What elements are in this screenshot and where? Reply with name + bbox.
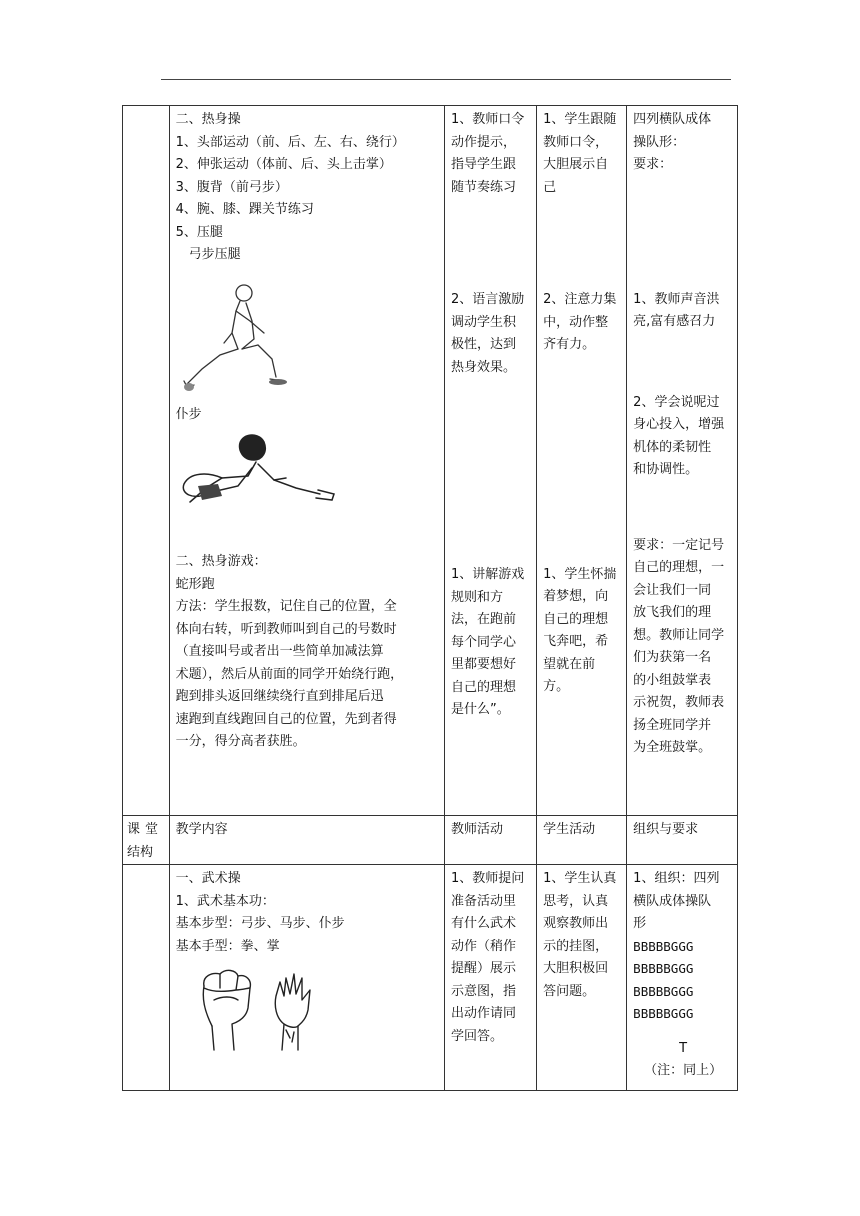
student-line: 大胆积极回 (543, 961, 609, 976)
student-line: 方。 (543, 679, 570, 694)
org-line: 示祝贺，教师表 (633, 695, 725, 710)
formation-row: BBBBBGGG (633, 938, 694, 954)
teacher-line: 自己的理想 (450, 679, 516, 695)
student-line: 中，动作整 (543, 314, 609, 330)
org-line: 形 (633, 916, 647, 931)
teacher-line: 提醒）展示 (450, 961, 516, 976)
game-line: 方法：学生报数，记住自己的位置，全 (175, 599, 397, 614)
game-line: 速跑到直线跑回自己的位置，先到者得 (175, 711, 397, 727)
game-line: 蛇形跑 (175, 576, 215, 592)
teacher-line: 规则和方 (450, 589, 503, 605)
header-structure (123, 816, 170, 865)
crouch-stance-illustration (178, 428, 343, 508)
org-line: 放飞我们的理 (633, 605, 712, 620)
teacher-line: 动作提示， (450, 134, 516, 150)
student-line: 着梦想，向 (543, 589, 609, 604)
org-line: 身心投入，增强 (633, 417, 725, 432)
student-activity-cell (537, 106, 627, 816)
wushu-line: 1、武术基本功： (175, 893, 275, 909)
table-row (123, 106, 738, 816)
teacher-line: 1、教师口令 (450, 112, 525, 127)
org-line: 操队形： (633, 134, 686, 150)
org-line: 和协调性。 (633, 462, 699, 477)
teacher-line: 极性，达到 (450, 337, 516, 352)
student-line: 思考，认真 (543, 893, 609, 909)
header-rule (161, 79, 731, 80)
student-line: 答问题。 (543, 983, 596, 999)
table-header-row (123, 816, 738, 865)
wushu-line: 一、武术操 (175, 871, 241, 886)
lesson-plan-table (122, 105, 738, 1091)
student-line: 飞奔吧，希 (543, 634, 609, 649)
org-line: 想。教师让同学 (633, 627, 725, 643)
org-line: 为全班鼓掌。 (633, 740, 712, 755)
teacher-line: 出动作请同 (450, 1006, 516, 1021)
game-line: 一分，得分高者获胜。 (175, 734, 306, 749)
content-line: 5、压腿 (175, 224, 223, 240)
student-line: 自己的理想 (543, 611, 609, 627)
formation-row: BBBBBGGG (633, 1006, 694, 1021)
header-label: 结构 (127, 844, 154, 860)
teacher-line: 准备活动里 (450, 893, 516, 909)
student-line: 教师口令， (543, 134, 609, 150)
student-line: 1、学生认真 (543, 871, 617, 886)
teacher-line: 1、讲解游戏 (450, 567, 525, 582)
student-line: 示的挂图， (543, 938, 609, 954)
teacher-line: 法，在跑前 (450, 612, 516, 627)
teacher-line: 示意图，指 (450, 983, 516, 999)
content-line: 二、热身操 (175, 112, 241, 127)
student-line: 2、注意力集 (543, 292, 617, 307)
org-line: 横队成体操队 (633, 893, 712, 909)
student-activity-cell (537, 865, 627, 1091)
teacher-activity-cell (444, 106, 536, 816)
game-line: 跑到排头返回继续绕行直到排尾后迅 (175, 689, 384, 704)
teacher-line: 有什么武术 (450, 916, 516, 931)
formation-row: BBBBBGGG (633, 961, 694, 976)
structure-cell (123, 106, 170, 816)
teacher-line: 每个同学心 (450, 634, 516, 650)
org-line: 1、教师声音洪 (633, 291, 720, 307)
student-line: 望就在前 (543, 656, 596, 672)
fist-palm-illustration (198, 966, 328, 1052)
org-line: 们为获第一名 (633, 650, 712, 665)
content-line: 1、头部运动（前、后、左、右、绕行） (175, 134, 405, 150)
game-line: 体向右转，听到教师叫到自己的号数时 (175, 621, 397, 637)
student-line: 观察教师出 (543, 916, 609, 931)
student-line: 齐有力。 (543, 337, 596, 352)
header-teacher: 教师活动 (444, 816, 536, 865)
game-line: 术题），然后从前面的同学开始绕行跑， (175, 666, 404, 682)
teacher-line: 热身效果。 (450, 359, 516, 375)
organization-cell (627, 865, 738, 1091)
table-row (123, 865, 738, 1091)
org-line: 要求： (633, 157, 673, 172)
content-line: 4、腕、膝、踝关节练习 (175, 202, 314, 217)
org-line: 自己的理想，一 (633, 560, 725, 575)
org-line: 要求：一定记号 (633, 537, 725, 553)
formation-note: （注：同上） (644, 1063, 723, 1078)
org-line: 四列横队成体 (633, 112, 712, 127)
header-organization: 组织与要求 (627, 816, 738, 865)
header-student: 学生活动 (537, 816, 627, 865)
org-line: 1、组织：四列 (633, 871, 720, 886)
organization-cell (627, 106, 738, 816)
content-line: 弓步压腿 (175, 247, 241, 262)
teacher-line: 里都要想好 (450, 657, 516, 672)
content-line: 2、伸张运动（体前、后、头上击掌） (175, 157, 392, 172)
formation-row: BBBBBGGG (633, 983, 694, 999)
game-line: （直接叫号或者出一些简单加减法算 (175, 644, 384, 659)
student-line: 大胆展示自 (543, 157, 609, 172)
header-label: 课堂 (127, 822, 164, 837)
org-line: 扬全班同学并 (633, 717, 712, 733)
content-cell (169, 865, 444, 1091)
teacher-line: 指导学生跟 (450, 157, 516, 172)
game-line: 二、热身游戏： (175, 554, 267, 569)
content-cell (169, 106, 444, 816)
student-line: 1、学生怀揣 (543, 566, 617, 582)
teacher-line: 1、教师提问 (450, 871, 525, 886)
student-line: 己 (543, 179, 557, 195)
content-line: 3、腹背（前弓步） (175, 179, 288, 195)
org-line: 机体的柔韧性 (633, 439, 712, 455)
teacher-line: 是什么”。 (450, 702, 510, 717)
teacher-line: 调动学生积 (450, 314, 516, 330)
teacher-position-mark: T (679, 1040, 688, 1056)
wushu-line: 基本手型：拳、掌 (175, 938, 280, 954)
pubu-label: 仆步 (175, 406, 202, 422)
teacher-line: 2、语言激励 (450, 292, 525, 307)
lunge-stretch-illustration (180, 281, 300, 399)
student-line: 1、学生跟随 (543, 112, 617, 127)
teacher-line: 动作（稍作 (450, 938, 516, 954)
org-line: 2、学会说呢过 (633, 394, 720, 410)
teacher-activity-cell (444, 865, 536, 1091)
teacher-line: 学回答。 (450, 1028, 503, 1044)
org-line: 亮,富有感召力 (633, 314, 716, 329)
teacher-line: 随节奏练习 (450, 179, 516, 195)
structure-cell (123, 865, 170, 1091)
org-line: 的小组鼓掌表 (633, 672, 712, 688)
wushu-line: 基本步型：弓步、马步、仆步 (175, 916, 345, 931)
org-line: 会让我们一同 (633, 582, 712, 598)
header-content: 教学内容 (169, 816, 444, 865)
